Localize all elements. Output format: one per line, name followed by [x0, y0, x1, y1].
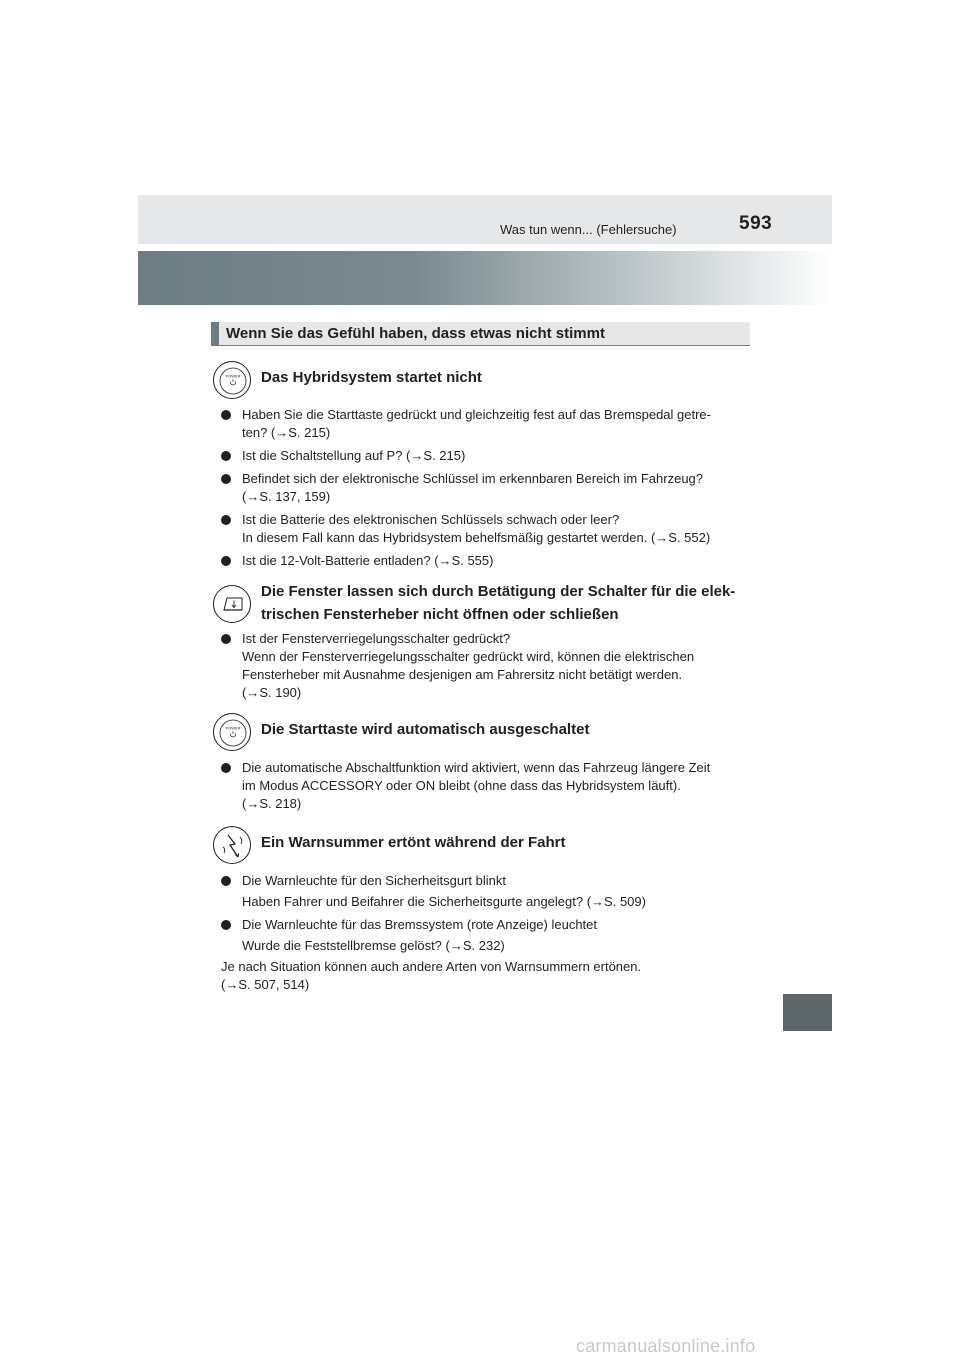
heading-windows: Die Fenster lassen sich durch Betätigung der Schalter für die elek- trischen Fensterheber nicht öffnen oder schließen	[261, 583, 736, 623]
chapter-gradient-band	[138, 251, 832, 305]
bullet-dot	[221, 556, 231, 566]
list-item-text: Befindet sich der elektronische Schlüssel im erkennbaren Bereich im Fahrzeug? (→S. 137, 159)	[242, 471, 704, 504]
list-item-text: Haben Sie die Starttaste gedrückt und gleichzeitig fest auf das Bremspedal getre- ten? (→S. 215)	[242, 407, 711, 440]
list-item-text: Die automatische Abschaltfunktion wird aktiviert, wenn das Fahrzeug längere Zeit im Modus ACCESSORY oder ON bleibt (ohne dass das Hybridsystem läuft). (→S. 218)	[242, 760, 711, 811]
bullet-dot	[221, 474, 231, 484]
bullet-dot	[221, 410, 231, 420]
section-title: Wenn Sie das Gefühl haben, dass etwas nicht stimmt	[226, 325, 605, 342]
power-button-icon	[213, 713, 251, 751]
section-header	[211, 322, 750, 346]
page-header-band	[138, 195, 832, 244]
bullet-dot	[221, 515, 231, 525]
note-text: Je nach Situation können auch andere Arten von Warnsummern ertönen. (→S. 507, 514)	[221, 959, 642, 992]
list-item-text: Ist die Schaltstellung auf P? (→S. 215)	[242, 448, 466, 463]
chapter-title: Was tun wenn... (Fehlersuche)	[500, 222, 677, 237]
window-switch-icon	[213, 585, 251, 623]
power-icon-label: POWER	[225, 725, 241, 731]
heading-warning-buzzer: Ein Warnsummer ertönt während der Fahrt	[261, 834, 566, 851]
list-item-text: Die Warnleuchte für den Sicherheitsgurt blinkt	[242, 873, 506, 888]
heading-auto-off: Die Starttaste wird automatisch ausgeschaltet	[261, 721, 590, 738]
power-icon-label: POWER	[225, 373, 241, 379]
heading-hybrid-start: Das Hybridsystem startet nicht	[261, 369, 482, 386]
watermark: carmanualsonline.info	[576, 1336, 756, 1356]
list-item-detail: Wurde die Feststellbremse gelöst? (→S. 232)	[242, 938, 505, 953]
power-button-icon	[213, 361, 251, 399]
bullet-dot	[221, 763, 231, 773]
list-item-detail: Haben Fahrer und Beifahrer die Sicherheitsgurte angelegt? (→S. 509)	[242, 894, 646, 909]
bullet-dot	[221, 920, 231, 930]
section-header-accent	[211, 322, 219, 345]
bullet-dot	[221, 876, 231, 886]
page-number: 593	[739, 213, 773, 234]
list-item-text: Die Warnleuchte für das Bremssystem (rote Anzeige) leuchtet	[242, 917, 597, 932]
list-item-text: Ist die Batterie des elektronischen Schlüssels schwach oder leer? In diesem Fall kann das Hybridsystem behelfsmäßig gestartet werden. (→S. 552)	[242, 512, 711, 545]
chapter-side-tab	[783, 994, 832, 1031]
bullet-dot	[221, 451, 231, 461]
bullet-dot	[221, 634, 231, 644]
list-item-text: Ist der Fensterverriegelungsschalter gedrückt? Wenn der Fensterverriegelungsschalter gedrückt wird, können die elektrischen Fensterheber mit Ausnahme desjenigen am Fahrersitz nicht betätigt werden. (→S. 190)	[242, 631, 695, 700]
list-item-text: Ist die 12-Volt-Batterie entladen? (→S. 555)	[242, 553, 494, 568]
warning-buzzer-icon	[213, 826, 251, 864]
